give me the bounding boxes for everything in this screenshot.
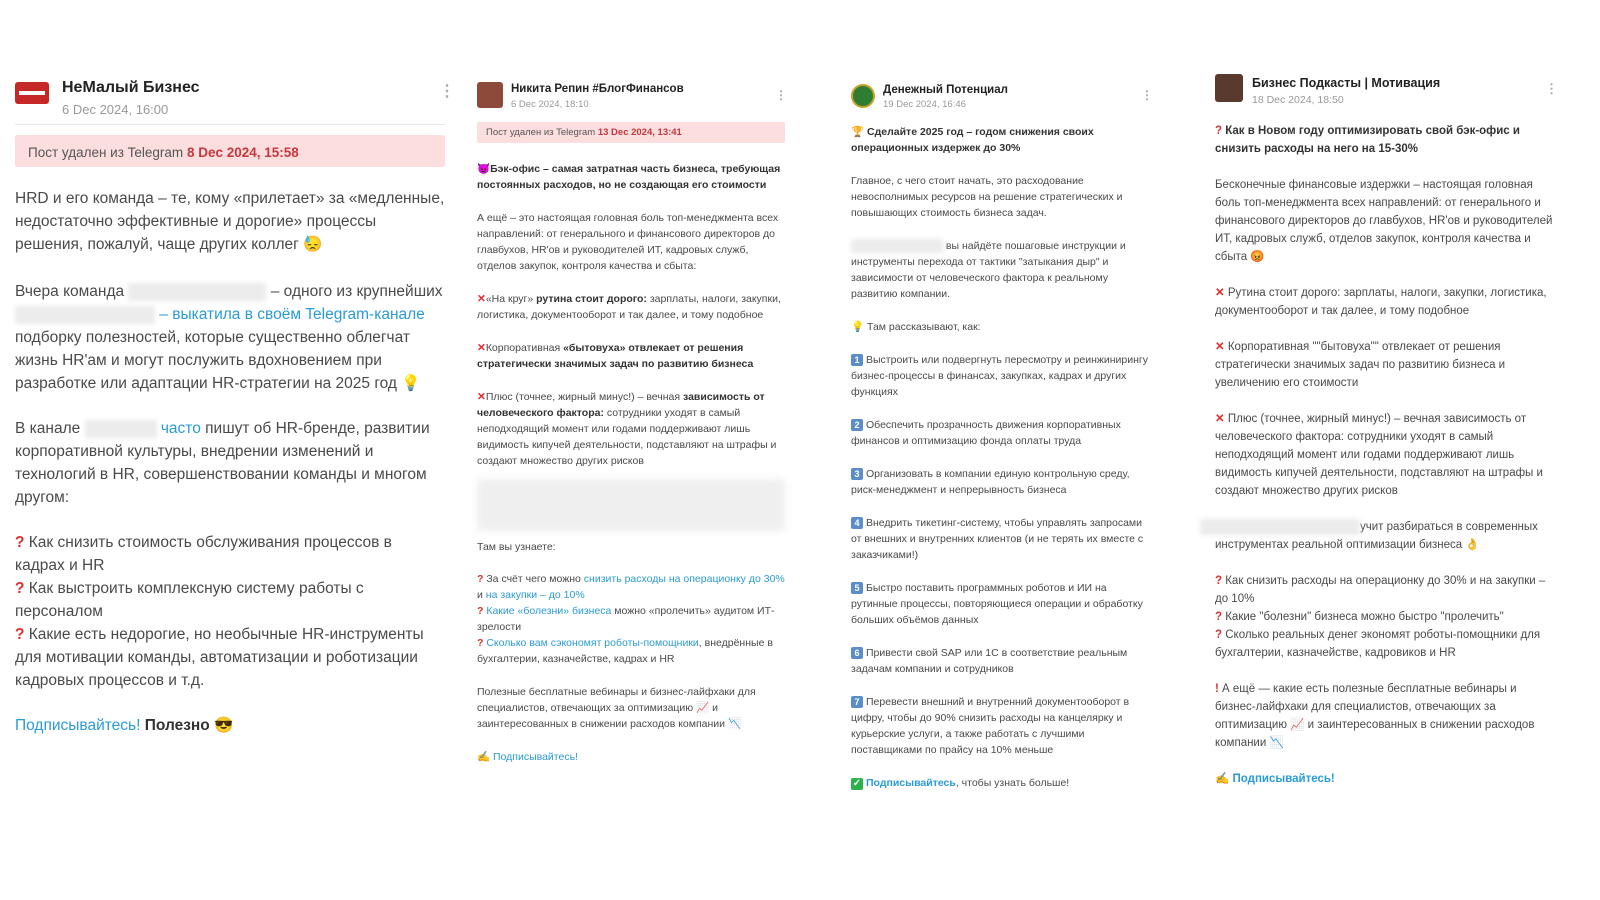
subscribe-line [1215,770,1555,788]
business-diseases-link[interactable]: Какие «болезни» бизнеса [486,605,612,617]
channel-avatar[interactable] [15,82,49,104]
paragraph: А ещё – это настоящая головная боль топ-менеджмента всех направлений: от генерального и финансового директоров до главбухов, HR'ов и руководителей ИТ, кадровых служб, отделов закупок, контроля качества и сбыта: [477,212,779,272]
cross-item: ✕ Рутина стоит дорого: зарплаты, налоги, закупки, логистика, документооборот и так далее, и тому подобное [1215,287,1547,317]
step-item: 2 Обеспечить прозрачность движения корпоративных финансов и оптимизацию фонда оплаты труда [851,419,1121,447]
devil-icon: 😈 [477,163,491,175]
question-mark-icon: ? [1215,125,1223,137]
question-mark-icon: ? [15,534,25,551]
cross-icon: ✕ [1215,413,1225,425]
paragraph: вы найдёте пошаговые инструкции и инструменты перехода от тактики "затыкания дыр" и зависимости от человеческого фактора к реальному развитию компании. [851,240,1126,300]
reduce-costs-link[interactable]: снизить расходы на операционку до 30% [583,573,785,585]
post-body [15,187,445,737]
divider [15,124,445,125]
post-card-1 [15,72,455,737]
paragraph: Полезные бесплатные вебинары и бизнес-лайфхаки для специалистов, отвечающих за оптимизацию 📈 и заинтересованных в снижении расходов компании 📉 [477,686,756,730]
telegram-channel-link[interactable]: – выкатила в своём Telegram-канале [155,306,425,323]
channel-avatar[interactable] [477,82,503,108]
post-date: 19 Dec 2024, 16:46 [883,99,966,110]
cross-icon: ✕ [477,293,486,305]
question-mark-icon: ? [477,605,484,617]
question-item: ? Сколько реальных денег экономят роботы-помощники для бухгалтерии, казначействе, кадровиков и HR [1215,629,1541,659]
post-body [851,124,1151,791]
channel-name[interactable]: Денежный Потенциал [883,84,1008,96]
subscribe-line: Подписывайтесь! Полезно 😎 [15,717,234,734]
cross-item: ✕Корпоративная «бытовуха» отвлекает от решения стратегически значимых задач по развитию бизнеса [477,342,754,370]
redacted-text [15,306,155,324]
post-header [477,80,785,114]
subscribe-link[interactable]: Подписывайтесь [866,777,956,789]
cross-icon: ✕ [1215,287,1225,299]
step-item: 5 Быстро поставить программных роботов и ИИ на рутинные процессы, повторяющиеся операции и обработку больших объёмов данных [851,582,1143,626]
post-date: 6 Dec 2024, 18:10 [511,99,589,110]
step-item: 3 Организовать в компании единую контрольную среду, риск-менеджмент и непрерывность бизнеса [851,468,1130,496]
exclamation-icon: ! [1215,683,1219,695]
question-item: ? Какие "болезни" бизнеса можно быстро "пролечить" [1215,611,1504,623]
redacted-text [1200,519,1360,535]
number-7-icon: 7 [851,696,863,708]
cross-item: ✕ Корпоративная ""бытовуха"" отвлекает от решения стратегически значимых задач по развитию бизнеса и увеличению его стоимости [1215,341,1506,389]
post-card-4 [1215,72,1558,788]
redacted-block [477,479,785,531]
cross-icon: ✕ [1215,341,1225,353]
number-6-icon: 6 [851,647,863,659]
subscribe-link[interactable]: Подписывайтесь! [493,751,578,763]
post-date: 6 Dec 2024, 16:00 [62,102,169,117]
deleted-notice: Пост удален из Telegram 13 Dec 2024, 13:41 [477,122,785,143]
cross-icon: ✕ [477,342,486,354]
paragraph: 😈Бэк-офис – самая затратная часть бизнеса, требующая постоянных расходов, но не создающая его стоимости [477,163,781,191]
paragraph: Там вы узнаете: [477,541,556,553]
post-header [851,80,1151,114]
trophy-icon: 🏆 [851,126,865,138]
redacted-text [851,239,943,253]
paragraph: HRD и его команда – те, кому «прилетает» за «медленные, недостаточно эффективные и дорогие» процессы решения, пожалуй, чаще других коллег 😓 [15,190,445,253]
number-2-icon: 2 [851,419,863,431]
paragraph: 💡 Там рассказывают, как: [851,321,981,333]
writing-hand-icon: ✍ [477,751,491,763]
number-1-icon: 1 [851,354,863,366]
number-4-icon: 4 [851,517,863,529]
paragraph: ? Как в Новом году оптимизировать свой бэк-офис и снизить расходы на него на 15-30% [1215,125,1520,155]
cross-item: ✕Плюс (точнее, жирный минус!) – вечная зависимость от человеческого фактора: сотрудники уходят в самый неподходящий момент или годами поддерживают лишь видимость кипучей деятельности, подставляют на штрафы и создают множество других рисков [477,391,777,467]
question-mark-icon: ? [15,626,25,643]
post-body [1215,122,1555,788]
paragraph: учит разбираться в современных инструментах реальной оптимизации бизнеса 👌 [1215,518,1555,554]
post-body [477,161,785,765]
question-mark-icon: ? [15,580,25,597]
redacted-text [85,420,157,438]
paragraph: Бесконечные финансовые издержки – настоящая головная боль топ-менеджмента всех направлений: от генерального и финансового директоров до главбухов, HR'ов и руководителей ИТ, кадровых служб, отделов закупок, контроля качества и сбыта 😡 [1215,179,1553,263]
question-mark-icon: ? [1215,629,1223,641]
step-item: 1 Выстроить или подвергнуть пересмотру и реинжинирингу бизнес-процессы в финансах, закупках, кадрах и других функциях [851,354,1149,398]
post-header [15,72,455,118]
channel-name[interactable]: НеМалый Бизнес [62,79,200,96]
step-item: 6 Привести свой SAP или 1С в соответствие реальным задачам компании и сотрудников [851,647,1128,675]
more-menu-icon[interactable]: ⋮ [439,83,455,100]
post-card-2 [477,80,785,765]
post-card-3 [851,80,1151,791]
channel-name[interactable]: Никита Репин #БлогФинансов [511,83,684,95]
more-menu-icon[interactable]: ⋮ [1545,81,1558,96]
channel-name[interactable]: Бизнес Подкасты | Мотивация [1252,76,1441,90]
procurement-link[interactable]: на закупки – до 10% [485,589,585,601]
step-item: 7 Перевести внешний и внутренний документооборот в цифру, чтобы до 90% снизить расходы на канцелярку и курьерские услуги, а также работать с лучшими поставщиками по прайсу на 10% меньше [851,696,1130,756]
lightbulb-icon: 💡 [851,321,865,333]
redacted-text [128,283,266,301]
cross-item: ✕«На круг» рутина стоит дорого: зарплаты, налоги, закупки, логистика, документооборот и так далее, и тому подобное [477,293,781,321]
robots-savings-link[interactable]: Сколько вам сэкономят роботы-помощники [486,637,699,649]
channel-avatar[interactable] [851,84,875,108]
paragraph: Главное, с чего стоит начать, это расходование невосполнимых ресурсов на решение стратегических и повышающих стоимость бизнеса задач. [851,175,1123,219]
subscribe-line: ✓ Подписывайтесь, чтобы узнать больше! [852,777,1070,789]
paragraph: В канале часто пишут об HR-бренде, развитии корпоративной культуры, внедрении изменений и технологий в HR, совершенствовании команды и многом другом: [15,420,430,506]
deleted-notice: Пост удален из Telegram 8 Dec 2024, 15:58 [15,135,445,167]
channel-avatar[interactable] [1215,74,1243,102]
question-item: ? Как снизить расходы на операционку до 30% и на закупки – до 10% [1215,575,1546,605]
deleted-date: 8 Dec 2024, 15:58 [186,145,299,160]
question-item: ? Сколько вам сэкономят роботы-помощники, внедрённые в бухгалтерии, казначействе, кадрах и HR [477,637,773,665]
often-link[interactable]: часто [156,420,201,437]
more-menu-icon[interactable]: ⋮ [775,88,787,102]
post-header [1215,72,1558,108]
question-mark-icon: ? [1215,575,1223,587]
question-item: ? Какие есть недорогие, но необычные HR-инструменты для мотивации команды, автоматизации и роботизации кадровых процессов и т.д. [15,626,424,689]
subscribe-link[interactable]: Подписывайтесь! [15,717,141,734]
more-menu-icon[interactable]: ⋮ [1141,88,1153,102]
deleted-date: 13 Dec 2024, 13:41 [597,127,682,138]
number-3-icon: 3 [851,468,863,480]
subscribe-link[interactable]: Подписывайтесь! [1232,773,1335,785]
question-mark-icon: ? [1215,611,1223,623]
cross-icon: ✕ [477,391,486,403]
question-item: ? Как снизить стоимость обслуживания процессов в кадрах и HR [15,534,392,574]
paragraph: 🏆 Сделайте 2025 год – годом снижения своих операционных издержек до 30% [851,126,1094,154]
step-item: 4 Внедрить тикетинг-систему, чтобы управлять запросами от внешних и внутренних клиентов (и не терять их вместе с заказчиками!) [851,517,1144,561]
paragraph: Вчера команда – одного из крупнейших – выкатила в своём Telegram-канале подборку полезностей, которые существенно облегчат жизнь HR'ам и могут послужить вдохновением при разработке или адаптации HR-стратегии на 2025 год 💡 [15,283,443,392]
paragraph: ! А ещё — какие есть полезные бесплатные вебинары и бизнес-лайфхаки для специалистов, отвечающих за оптимизацию 📈 и заинтересованных в снижении расходов компании 📉 [1215,683,1535,749]
question-item: ? За счёт чего можно снизить расходы на операционку до 30% и на закупки – до 10% [477,573,785,601]
question-item: ? Как выстроить комплексную систему работы с персоналом [15,580,364,620]
post-date: 18 Dec 2024, 18:50 [1252,94,1344,106]
question-mark-icon: ? [477,573,484,585]
check-icon: ✓ [852,778,862,789]
question-mark-icon: ? [477,637,484,649]
subscribe-line [477,749,785,765]
cross-item: ✕ Плюс (точнее, жирный минус!) – вечная зависимость от человеческого фактора: сотрудники уходят в самый неподходящий момент или годами поддерживают лишь видимость кипучей деятельности, подставляют на штрафы и создают множество других рисков [1215,413,1543,497]
question-item: ? Какие «болезни» бизнеса можно «пролечить» аудитом ИТ-зрелости [477,605,775,633]
writing-hand-icon: ✍ [1215,773,1230,785]
number-5-icon: 5 [851,582,863,594]
